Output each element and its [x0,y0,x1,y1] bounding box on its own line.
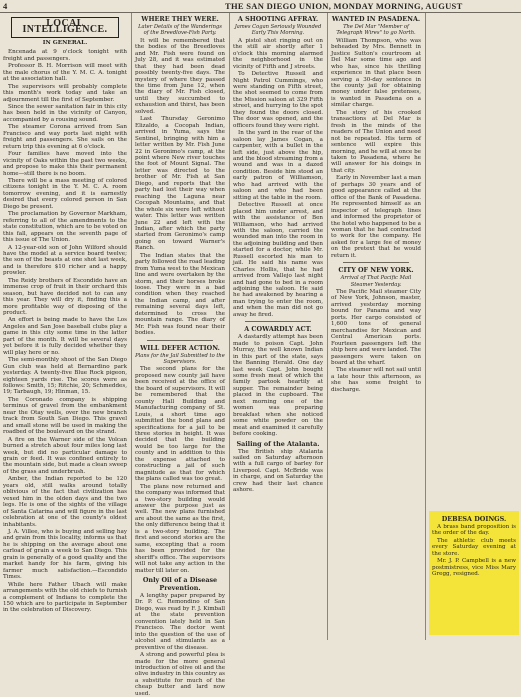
paragraph: The Coronado company is shipping terminus of gravel from the embankment near the Otay wells, over the new branch track from South San Diego. This gravel and small stone will be used in making the roadbed of the boulevard on the strand. [3,396,127,436]
section-box-title: LOCAL INTELLIGENCE. [11,17,119,38]
paragraph: William Thompson, who was beheaded by Mrs. Bennett in Justice Sutton's courtroom at Del Mar some time ago and who has, since his thrilling experience in that place been serving a 30-day sentence in the county jail for obtaining money under false pretenses, is wanted in Pasadena on a similar charge. [331,37,421,109]
paragraph: A dastardly attempt has been made to poison Capt. John Murray, the well known Indian in this part of the state, says the Banning Herald. One day last week Capt. John bought some fresh meat of which the family partook heartily at supper. The remainder being placed in the cupboard. The next morning one of the women was preparing breakfast when she noticed some white powder on the meat and examined it carefully before cooking. [233,334,323,438]
article-body [135,366,225,574]
paragraph: Last Thursday Geronimo Elizaldo, a Cocopah Indian, arrived in Yuma, says the Sentinel, bringing with him a letter written by Mr. Fish June 22 in Geronimo's camp, at the point where New river touches the foot of Mount Signal. The letter was directed to the brother of Mr. Fish at San Diego, and reports that the party had lost their way when reaching the Laguna near Cocopah Mountains, and that the whole six were left without water. This letter was written June 22 and left with the Indian, after which the party started from Geronimo's camp going on toward Warner's Ranch. [135,116,225,252]
subheadline: Later Details of the Wanderings of the Breedlove-Fish Party. [138,24,222,37]
article-body [233,38,323,318]
paragraph: The proclamation by Governor Markham, referring to all of the amendments to the state constitution, which are to be voted on this fall, appears on the seventh page of this issue of The Union. [3,211,127,244]
paragraph: The story of his crooked transactions at Del Mar is fresh in the minds of the readers of The Union and need not be repeated. His term of sentence will expire this morning, and he will at once be taken to Pasadena, where he will answer for his doings in that city. [331,109,421,174]
paragraph: While here Father Ubach will make arrangements with the old chiefs to furnish a complement of Indians to complete the 150 which are to participate in September in the celebration of Discovery. [3,581,127,614]
column-2 [131,13,228,697]
article-body [135,38,225,337]
paragraph: Mr. J. P. Campbell is a new postmistress, vice Miss Mary Gregg, resigned. [432,558,516,578]
paragraph: Encenada at 9 o'clock tonight with freight and passengers. [3,49,127,62]
paragraph: A pistol shot ringing out on the still air shortly after 1 o'clock this morning alarmed the neighborhood in the vicinity of Fifth and J streets. [233,37,323,70]
column-3 [229,13,326,640]
paragraph: A strong and powerful plea is made for the more general introduction of olive oil and the olive industry in this country as a substitute for much of the cheap butter and lard now used. [135,652,225,697]
article-body [331,289,421,393]
subheadline: The Del Mar "Member of Telegraph Wires" to go North. [336,24,416,37]
headline: Only Oil of a Disease Prevention. [142,575,218,592]
divider [245,321,311,322]
paragraph: A lengthy paper prepared by Dr. P. C. Remondino of San Diego, was read by F. J. Kimball at the state prevention convention lately held in San Francisco. The doctor went into the question of the use of alcohol and stimulants as a preventive of the disease. [135,592,225,651]
headline: DEBESA DOINGS. [441,515,507,523]
masthead [0,0,521,13]
article-body [233,334,323,437]
subheadline: Arrival of That Pacific Mail Steamer Yesterday. [340,275,412,288]
divider [147,340,213,341]
paragraph: A fire on the Warner side of the Volcan burned a stretch about four miles long last week, but did no particular damage to grain or feed. It was confined entirely to the mountain side, but made a clean sweep of the grass and underbrush. [3,436,127,475]
paragraph: In the yard in the rear of the saloon lay James Cogan, a carpenter, with a bullet in the left side, just above the hip, and the blood streaming from a wound and was in a dazed condition. Beside him stood an early patron of Williamson, who had arrived with the saloon and who had been sitting at the table in the room. [233,130,323,201]
headline: WILL DEFER ACTION. [140,343,220,352]
paragraph: The steamer Corona arrived from San Francisco and way ports last night with freight and passengers. She sails on the return trip this evening at 6 o'clock. [3,124,127,150]
paragraph: Four families have moved into the vicinity of Oaks within the past two weeks, and propose to make this their permanent home—still there is no boom. [3,151,127,177]
paragraph: The supervisors will probably complete this month's work today and take an adjournment till the first of September. [3,83,127,103]
columns [0,13,521,697]
article-body [331,38,421,259]
headline: CITY OF NEW YORK. [338,266,414,275]
paragraph: The semi-monthly shoot of the San Diego Gun club was held at Bernardino park yesterday. A twenty-five Blue Rock pigeon, eighteen yards rise. The scores were as follows: Smith, 15; Ritchie, 20; Schmeddes, 19; Tarbaugh, 19; Hinman, 15. [3,357,127,396]
column-5 [425,13,521,640]
headline: WANTED IN PASADENA. [331,15,421,23]
page-number: 4 [3,1,8,11]
paragraph: Professor B. H. Morrison will meet with the male chorus of the Y. M. C. A. tonight at the association hall. [3,63,127,83]
column-1-body [3,49,127,614]
article-body [135,593,225,697]
column-4 [327,13,424,640]
article-body [233,449,323,494]
paragraph: To Detective Russell and Night Patrol Cummings, who were standing on Fifth street, the shot seemed to come from the Mission saloon at 329 Fifth street, and hurrying to the spot they found the doors closed. The door was opened, and the officers found they were right. [233,71,323,129]
headline: A SHOOTING AFFRAY. [237,15,319,23]
headline: A COWARDLY ACT. [244,325,312,334]
headline: WHERE THEY WERE. [141,15,219,23]
paragraph: J. A. Villee, who is buying and selling hay and grain from this locality, informs us that he is shipping on the average about one carload of grain a week to San Diego. This grain is generally of a good quality and the market handy for his farm, giving his farmer much satisfaction.—Escondido Times. [3,528,127,581]
paragraph: The steamer will not sail until a late hour this afternoon, as she has some freight to discharge. [331,367,421,393]
article-body [432,524,516,578]
paragraph: Early in November last a man of perhaps 30 years and of good appearance called at the office of the Bank of Pasadena. He represented himself as an inspector of telegraph lines and informed the proprietor of the hotel who happened to be a woman that he had contracted to work for the company. He asked for a large fee of money on the pretext that he would return it. [331,175,421,259]
paragraph: The Pacific Mail steamer City of New York, Johnson, master, arrived yesterday morning bound for Panama and way ports. Her cargo consisted of 1,600 tons of general merchandise for Mexican and Central American ports. Fourteen passengers left the ship here and were landed. The passengers were taken on board at the wharf. [331,289,421,367]
paragraph: Amber, the Indian reported to be 120 years old, still walks around totally oblivious of the fact that civilization has vexed him in the olden days and the two legs. He is one of the sights of the village of Santa Catarina and will figure in the last celebration at one of the county's oldest inhabitants. [3,476,127,528]
highlighted-article [429,511,519,635]
newspaper-title: THE SAN DIEGO UNION, MONDAY MORNING, AUGUST [225,1,463,11]
paragraph: It will be remembered that the bodies of the Breedloves and Mr. Fish were found on July 28, and it was estimated that they had been dead possibly twenty-five days. The mystery of where they passed the time from June 12, when the diary of Mr. Fish closed, until they succumbed to exhaustion and thirst, has been solved. [135,37,225,115]
section-subtitle: IN GENERAL. [42,39,88,46]
paragraph: A 12-year-old son of John Wilford should have the model at a service board twelve; the son of the beasts at one shot last week, and is therefore $10 richer and a happy prowler. [3,244,127,277]
subheadline: Plans for the Jail Submitted to the Supervisors. [135,352,225,366]
paragraph: A brass band proposition is the order of the day. [432,524,516,537]
paragraph: The Indian states that the party followed the road leading from Yuma west to the Mexican line and were overtaken by the storm, and their horses broke loose. They were in a bad condition when they reached the Indian camp, and after remaining several days left, determined to cross the mountain range. The diary of Mr. Fish was found near their bodies. [135,252,225,337]
paragraph: The Reidy brothers of Escondido have an immense crop of fruit in their orchard this season, but have decided not to can any this year. They will dry it, finding this a more profitable way of disposing of the product. [3,277,127,317]
headline: Sailing of the Atalanta. [236,439,320,448]
paragraph: The second plans for the proposed new county jail have been received at the office of the board of supervisors. It will be remembered that the county Hall Building and Manufacturing company of St. Louis, a short time ago submitted the bond plans and specifications for a jail to be three stories in height. It was decided that the building would be too large for the county and in addition to this the expense attached to constructing a jail of such magnitude as that for which the plans called was too great. [135,366,225,483]
paragraph: Detective Russell at once placed him under arrest, and with the assistance of Ben Williamson, who had arrived with the saloon, carried the wounded man into the room in the adjoining building and then started for a doctor, while Mr. Russell escorted his man to jail. He said his name was Charles Hollis, that he had arrived from Vallejo last night and had gone to bed in a room adjoining the saloon. He said he had awakened by hearing a man trying to enter the room, and when the man did not go away he fired. [233,202,323,318]
column-1 [0,13,130,640]
subheadline: James Cogan Seriously Wounded Early This Morning. [234,24,322,37]
paragraph: Since the sewer sanitation fair in this city has been held in the vicinity of Canyon, accompanied by a rousing sound. [3,103,127,123]
paragraph: The athletic club meets every Saturday evening at the store. [432,537,516,557]
paragraph: The plans now returned and the company was informed that a two-story building would answer the purpose just as well. The new plans furnished are about the same as the first, the only difference being that it is a two-story building. The first and second stories are the same, excepting that a room has been provided for the sheriff's office. The supervisors will not take any action in the matter till later on. [135,483,225,574]
divider [343,262,409,263]
paragraph: There will be a mass meeting of colored citizens tonight in the Y. M. C. A. room tomorrow evening, and it is earnestly desired that every colored person in San Diego be present. [3,177,127,210]
paragraph: The British ship Atalanta sailed on Saturday afternoon with a full cargo of barley for Liverpool. Capt. McBride was in charge, and on Saturday the crew had their last chance ashore. [233,448,323,494]
paragraph: An effort is being made to have the Los Angeles and San Jose baseball clubs play a game in this city some time in the latter part of the month. It will be several days yet before it is fully decided whether they will play here or no. [3,317,127,356]
